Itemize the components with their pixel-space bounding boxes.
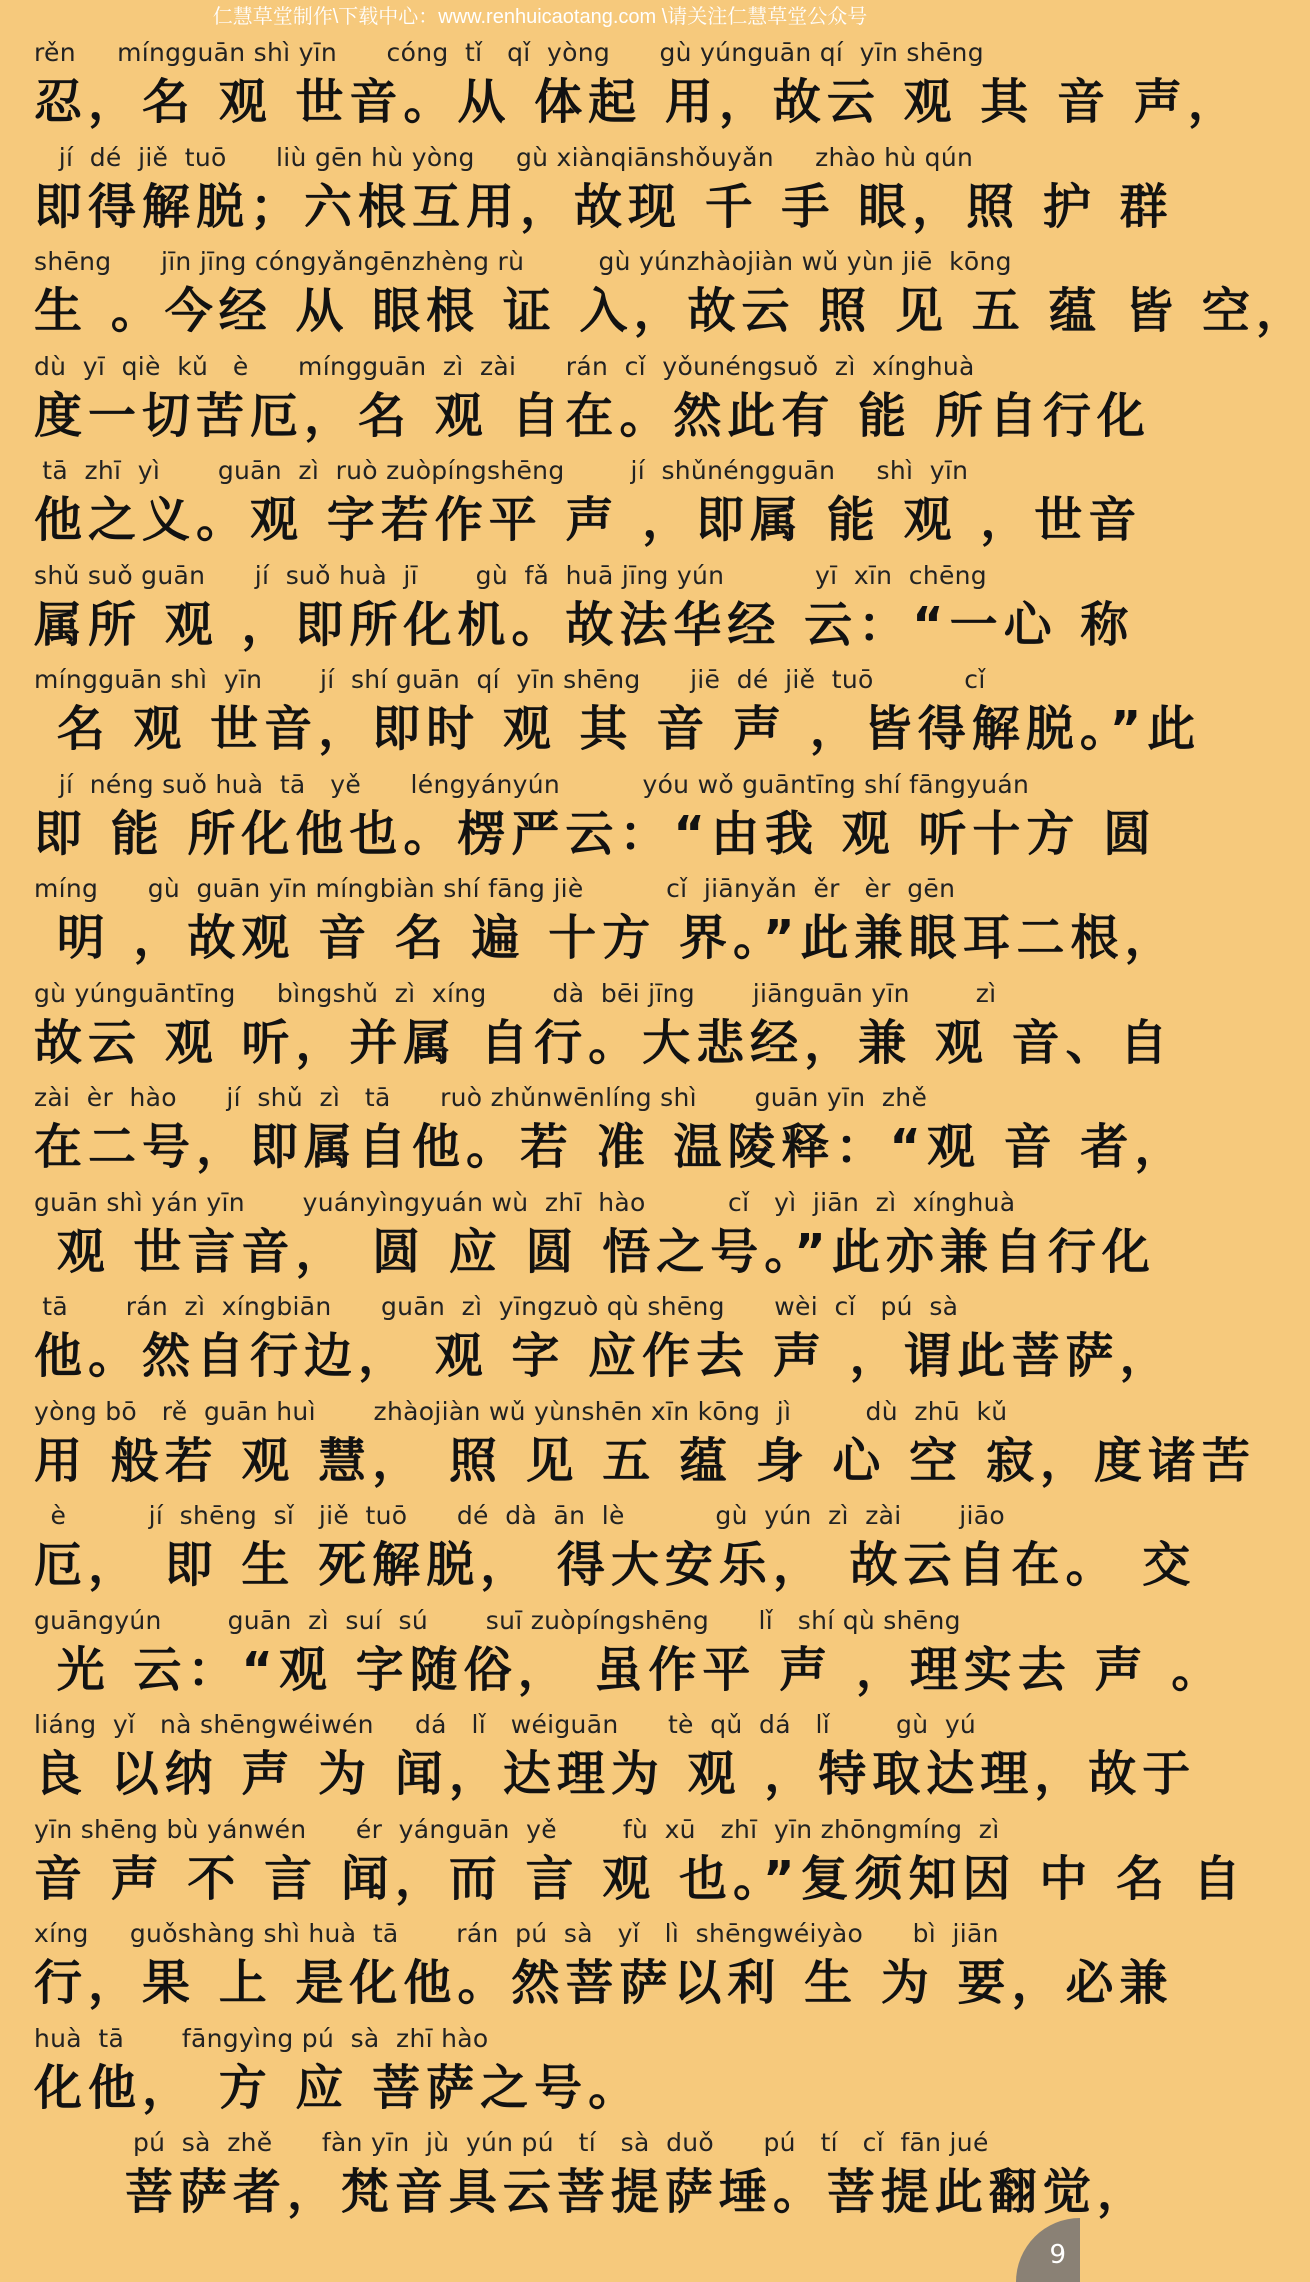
pinyin-row: shǔ suǒ guān jí suǒ huà jī gù fǎ huā jīng yún yī xīn chēng bbox=[34, 560, 987, 590]
text-line bbox=[34, 350, 1151, 455]
text-line bbox=[34, 1604, 1226, 1709]
hanzi-row: 良 以纳 声 为 闻，达理为 观 ，特取达理，故于 bbox=[34, 1746, 1197, 1802]
text-line bbox=[34, 559, 1135, 664]
text-line bbox=[34, 768, 1158, 873]
hanzi-row: 菩萨者，梵音具云菩提萨埵。菩提此翻觉， bbox=[34, 2164, 1151, 2220]
pinyin-row: míngguān shì yīn jí shí guān qí yīn shēng jiē dé jiě tuō cǐ bbox=[34, 665, 986, 694]
text-line bbox=[34, 2022, 1062, 2127]
text-line bbox=[34, 1186, 1156, 1291]
hanzi-row: 他之义。观 字若作平 声 ，即属 能 观 ，世音 bbox=[34, 492, 1143, 548]
text-line bbox=[34, 141, 1174, 246]
text-line bbox=[34, 663, 1202, 768]
text-line bbox=[34, 2126, 1151, 2231]
hanzi-row: 名 观 世音，即时 观 其 音 声 ，皆得解脱。”此 bbox=[34, 701, 1202, 757]
hanzi-row: 厄， 即 生 死解脱， 得大安乐， 故云自在。 交 bbox=[34, 1537, 1197, 1593]
pinyin-row: è jí shēng sǐ jiě tuō dé dà ān lè gù yún zì zài jiāo bbox=[34, 1501, 1005, 1530]
text-line bbox=[34, 1917, 1174, 2022]
pinyin-row: pú sà zhě fàn yīn jù yún pú tí sà duǒ pú tí cǐ fān jué bbox=[34, 2128, 989, 2157]
text-line bbox=[34, 1395, 1256, 1500]
hanzi-row: 明 ，故观 音 名 遍 十方 界。”此兼眼耳二根， bbox=[34, 910, 1179, 966]
hanzi-row: 光 云：“观 字随俗， 虽作平 声 ，理实去 声 。 bbox=[34, 1641, 1226, 1698]
hanzi-row: 度一切苦厄，名 观 自在。然此有 能 所自行化 bbox=[34, 387, 1151, 444]
pinyin-row: liáng yǐ nà shēngwéiwén dá lǐ wéiguān tè qǔ dá lǐ gù yú bbox=[34, 1710, 977, 1739]
pinyin-row: shēng jīn jīng cóngyǎngēnzhèng rù gù yúnzhàojiàn wǔ yùn jiē kōng bbox=[34, 247, 1012, 276]
pinyin-row: zài èr hào jí shǔ zì tā ruò zhǔnwēnlíng shì guān yīn zhě bbox=[34, 1083, 928, 1112]
pinyin-row: guāngyún guān zì suí sú suī zuòpíngshēng lǐ shí qù shēng bbox=[34, 1605, 961, 1635]
text-line bbox=[34, 977, 1174, 1082]
hanzi-row: 化他， 方 应 菩萨之号。 bbox=[34, 2059, 643, 2116]
hanzi-row: 用 般若 观 慧， 照 见 五 蕴 身 心 空 寂，度诸苦 bbox=[34, 1432, 1256, 1489]
text-line bbox=[34, 1290, 1174, 1395]
hanzi-row: 在二号，即属自他。若 准 温陵释：“观 音 者， bbox=[34, 1119, 1189, 1175]
text-line bbox=[34, 1813, 1247, 1918]
pinyin-row: tā zhī yì guān zì ruò zuòpíngshēng jí shǔnéngguān shì yīn bbox=[34, 456, 969, 485]
pinyin-row: jí néng suǒ huà tā yě léngyányún yóu wǒ guāntīng shí fāngyuán bbox=[34, 769, 1030, 799]
pinyin-row: xíng guǒshàng shì huà tā rán pú sà yǐ lì shēngwéiyào bì jiān bbox=[34, 1919, 999, 1948]
text-line bbox=[34, 245, 1310, 350]
hanzi-row: 即得解脱；六根互用，故现 千 手 眼，照 护 群 bbox=[34, 178, 1174, 235]
hanzi-row: 属所 观 ，即所化机。故法华经 云：“一心 称 bbox=[34, 596, 1135, 653]
pinyin-row: guān shì yán yīn yuányìngyuán wù zhī hào cǐ yì jiān zì xínghuà bbox=[34, 1187, 1016, 1217]
pinyin-row: míng gù guān yīn míngbiàn shí fāng jiè cǐ jiānyǎn ěr èr gēn bbox=[34, 874, 956, 903]
pinyin-row: tā rán zì xíngbiān guān zì yīngzuò qù shēng wèi cǐ pú sà bbox=[34, 1292, 959, 1321]
hanzi-row: 观 世言音， 圆 应 圆 悟之号。”此亦兼自行化 bbox=[34, 1223, 1156, 1280]
pinyin-row: yīn shēng bù yánwén ér yánguān yě fù xū zhī yīn zhōngmíng zì bbox=[34, 1814, 1000, 1844]
pinyin-row: jí dé jiě tuō liù gēn hù yòng gù xiànqiānshǒuyǎn zhào hù qún bbox=[34, 142, 974, 172]
page-number: 9 bbox=[1049, 2240, 1066, 2270]
header-watermark: 仁慧草堂制作\下载中心：www.renhuicaotang.com \请关注仁慧草堂公众号 bbox=[212, 6, 868, 28]
pinyin-row: rěn míngguān shì yīn cóng tǐ qǐ yòng gù yúnguān qí yīn shēng bbox=[34, 38, 984, 67]
hanzi-row: 即 能 所化他也。楞严云：“由我 观 听十方 圆 bbox=[34, 805, 1158, 862]
pinyin-row: yòng bō rě guān huì zhàojiàn wǔ yùnshēn xīn kōng jì dù zhū kǔ bbox=[34, 1396, 1008, 1426]
text-line bbox=[34, 1081, 1189, 1186]
hanzi-row: 他。然自行边， 观 字 应作去 声 ，谓此菩萨， bbox=[34, 1328, 1174, 1384]
page-content bbox=[34, 36, 1310, 2231]
text-line bbox=[34, 1708, 1197, 1813]
text-line bbox=[34, 454, 1143, 559]
text-line bbox=[34, 1499, 1197, 1604]
hanzi-row: 故云 观 听，并属 自行。大悲经，兼 观 音、自 bbox=[34, 1014, 1174, 1071]
pinyin-row: huà tā fāngyìng pú sà zhī hào bbox=[34, 2023, 489, 2053]
hanzi-row: 行，果 上 是化他。然菩萨以利 生 为 要，必兼 bbox=[34, 1955, 1174, 2011]
text-line bbox=[34, 872, 1179, 977]
hanzi-row: 生 。今经 从 眼根 证 入，故云 照 见 五 蕴 皆 空， bbox=[34, 283, 1310, 339]
hanzi-row: 音 声 不 言 闻，而 言 观 也。”复须知因 中 名 自 bbox=[34, 1850, 1247, 1907]
pinyin-row: dù yī qiè kǔ è míngguān zì zài rán cǐ yǒunéngsuǒ zì xínghuà bbox=[34, 351, 975, 381]
text-line bbox=[34, 36, 1242, 141]
hanzi-row: 忍，名 观 世音。从 体起 用，故云 观 其 音 声， bbox=[34, 74, 1242, 130]
pinyin-row: gù yúnguāntīng bìngshǔ zì xíng dà bēi jīng jiānguān yīn zì bbox=[34, 978, 997, 1008]
